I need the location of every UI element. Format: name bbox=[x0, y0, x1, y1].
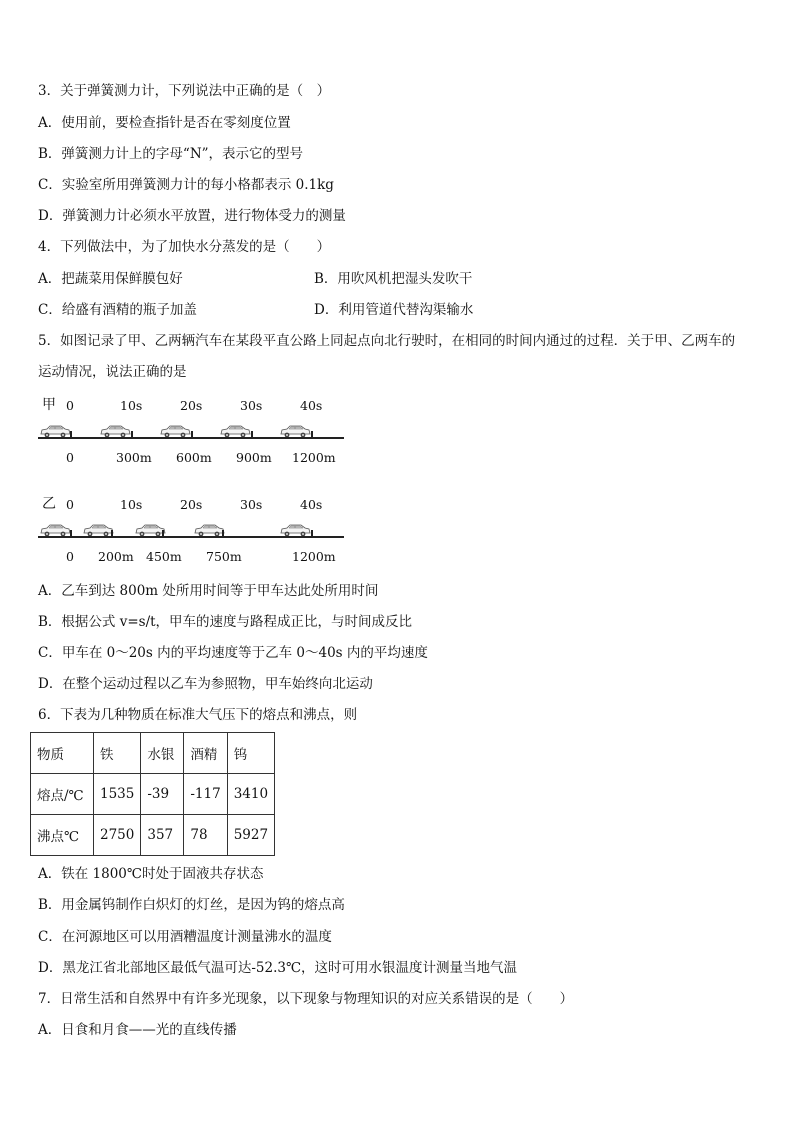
car-a-dist-1: 300m bbox=[116, 450, 152, 465]
table-header-cell: 水银 bbox=[141, 733, 184, 774]
car-b-time-3: 30s bbox=[240, 497, 263, 512]
car-b-icon-0 bbox=[39, 522, 71, 536]
q6-option-c: C．在河源地区可以用酒糟温度计测量沸水的温度 bbox=[38, 929, 332, 945]
table-cell: 357 bbox=[141, 815, 184, 856]
car-b-tick-4 bbox=[311, 530, 313, 538]
q6-option-b: B．用金属钨制作白炽灯的灯丝，是因为钨的熔点高 bbox=[38, 897, 345, 913]
car-b-dist-4: 1200m bbox=[292, 549, 336, 564]
car-b-time-2: 20s bbox=[180, 497, 203, 512]
car-a-icon-4 bbox=[279, 423, 311, 437]
car-b-time-4: 40s bbox=[300, 497, 323, 512]
q3-option-b: B．弹簧测力计上的字母“N”，表示它的型号 bbox=[38, 146, 304, 162]
car-a-dist-3: 900m bbox=[236, 450, 272, 465]
q5-option-b: B．根据公式 v=s/t，甲车的速度与路程成正比，与时间成反比 bbox=[38, 614, 413, 630]
q7-option-a: A．日食和月食——光的直线传播 bbox=[38, 1022, 237, 1038]
table-header-cell: 酒精 bbox=[184, 733, 227, 774]
car-b-icon-4 bbox=[279, 522, 311, 536]
car-a-icon-0 bbox=[39, 423, 71, 437]
car-b-time-0: 0 bbox=[66, 497, 74, 512]
q5-stem-line2: 运动情况，说法正确的是 bbox=[38, 364, 187, 380]
car-a-icon-2 bbox=[159, 423, 191, 437]
car-b-dist-3: 750m bbox=[206, 549, 242, 564]
car-a-icon-1 bbox=[99, 423, 131, 437]
car-b-time-1: 10s bbox=[120, 497, 143, 512]
q4-option-a: A．把蔬菜用保鲜膜包好 bbox=[38, 271, 183, 287]
q5-option-d: D．在整个运动过程以乙车为参照物，甲车始终向北运动 bbox=[38, 676, 373, 692]
q5-stem-line1: 5．如图记录了甲、乙两辆汽车在某段平直公路上同起点向北行驶时，在相同的时间内通过的过程．关于甲、乙两车的 bbox=[38, 333, 736, 349]
car-b-icon-3 bbox=[193, 522, 225, 536]
table-row bbox=[31, 815, 275, 856]
q6-option-d: D．黑龙江省北部地区最低气温可达-52.3℃，这时可用水银温度计测量当地气温 bbox=[38, 960, 518, 976]
table-cell: 5927 bbox=[227, 815, 274, 856]
q6-stem: 6．下表为几种物质在标准大气压下的熔点和沸点，则 bbox=[38, 707, 358, 723]
car-a-time-2: 20s bbox=[180, 398, 203, 413]
car-a-dist-4: 1200m bbox=[292, 450, 336, 465]
car-b-road-line bbox=[38, 536, 344, 538]
car-b-label: 乙 bbox=[42, 496, 56, 512]
car-b-tick-0 bbox=[70, 530, 72, 538]
car-b-dist-0: 0 bbox=[66, 549, 74, 564]
car-b-tick-3 bbox=[222, 530, 224, 538]
car-b-tick-1 bbox=[111, 530, 113, 538]
q4-option-d: D．利用管道代替沟渠输水 bbox=[314, 302, 474, 318]
q6-option-a: A．铁在 1800℃时处于固液共存状态 bbox=[38, 866, 264, 882]
car-a-tick-1 bbox=[131, 431, 133, 439]
q3-option-c: C．实验室所用弹簧测力计的每小格都表示 0.1kg bbox=[38, 177, 334, 193]
table-row bbox=[31, 733, 275, 774]
car-a-tick-3 bbox=[251, 431, 253, 439]
table-header-cell: 物质 bbox=[31, 733, 94, 774]
table-cell: -117 bbox=[184, 774, 227, 815]
car-b-tick-2 bbox=[162, 530, 164, 538]
q7-stem: 7．日常生活和自然界中有许多光现象，以下现象与物理知识的对应关系错误的是（ ） bbox=[38, 991, 574, 1007]
car-a-time-3: 30s bbox=[240, 398, 263, 413]
car-a-icon-3 bbox=[219, 423, 251, 437]
q4-stem: 4．下列做法中，为了加快水分蒸发的是（ ） bbox=[38, 239, 331, 255]
car-b-dist-2: 450m bbox=[146, 549, 182, 564]
table-row bbox=[31, 774, 275, 815]
q5-option-c: C．甲车在 0～20s 内的平均速度等于乙车 0～40s 内的平均速度 bbox=[38, 645, 428, 661]
q4-option-c: C．给盛有酒精的瓶子加盖 bbox=[38, 302, 197, 318]
table-cell: 78 bbox=[184, 815, 227, 856]
q4-option-b: B．用吹风机把湿头发吹干 bbox=[314, 271, 473, 287]
car-a-tick-0 bbox=[70, 431, 72, 439]
table-header-cell: 铁 bbox=[94, 733, 141, 774]
melting-boiling-table bbox=[30, 732, 275, 856]
table-cell: 熔点/℃ bbox=[31, 774, 94, 815]
car-a-time-4: 40s bbox=[300, 398, 323, 413]
car-b-icon-1 bbox=[82, 522, 114, 536]
table-cell: 沸点℃ bbox=[31, 815, 94, 856]
car-a-time-0: 0 bbox=[66, 398, 74, 413]
q5-option-a: A．乙车到达 800m 处所用时间等于甲车达此处所用时间 bbox=[38, 583, 379, 599]
table-cell: 2750 bbox=[94, 815, 141, 856]
table-cell: -39 bbox=[141, 774, 184, 815]
q3-option-a: A．使用前，要检查指针是否在零刻度位置 bbox=[38, 115, 291, 131]
table-cell: 3410 bbox=[227, 774, 274, 815]
car-a-dist-0: 0 bbox=[66, 450, 74, 465]
car-a-label: 甲 bbox=[42, 397, 56, 413]
car-a-tick-2 bbox=[191, 431, 193, 439]
q3-option-d: D．弹簧测力计必须水平放置，进行物体受力的测量 bbox=[38, 208, 346, 224]
car-b-dist-1: 200m bbox=[98, 549, 134, 564]
table-cell: 1535 bbox=[94, 774, 141, 815]
q3-stem: 3．关于弹簧测力计，下列说法中正确的是（ ） bbox=[38, 83, 331, 99]
table-header-cell: 钨 bbox=[227, 733, 274, 774]
car-a-tick-4 bbox=[311, 431, 313, 439]
car-a-time-1: 10s bbox=[120, 398, 143, 413]
car-a-dist-2: 600m bbox=[176, 450, 212, 465]
